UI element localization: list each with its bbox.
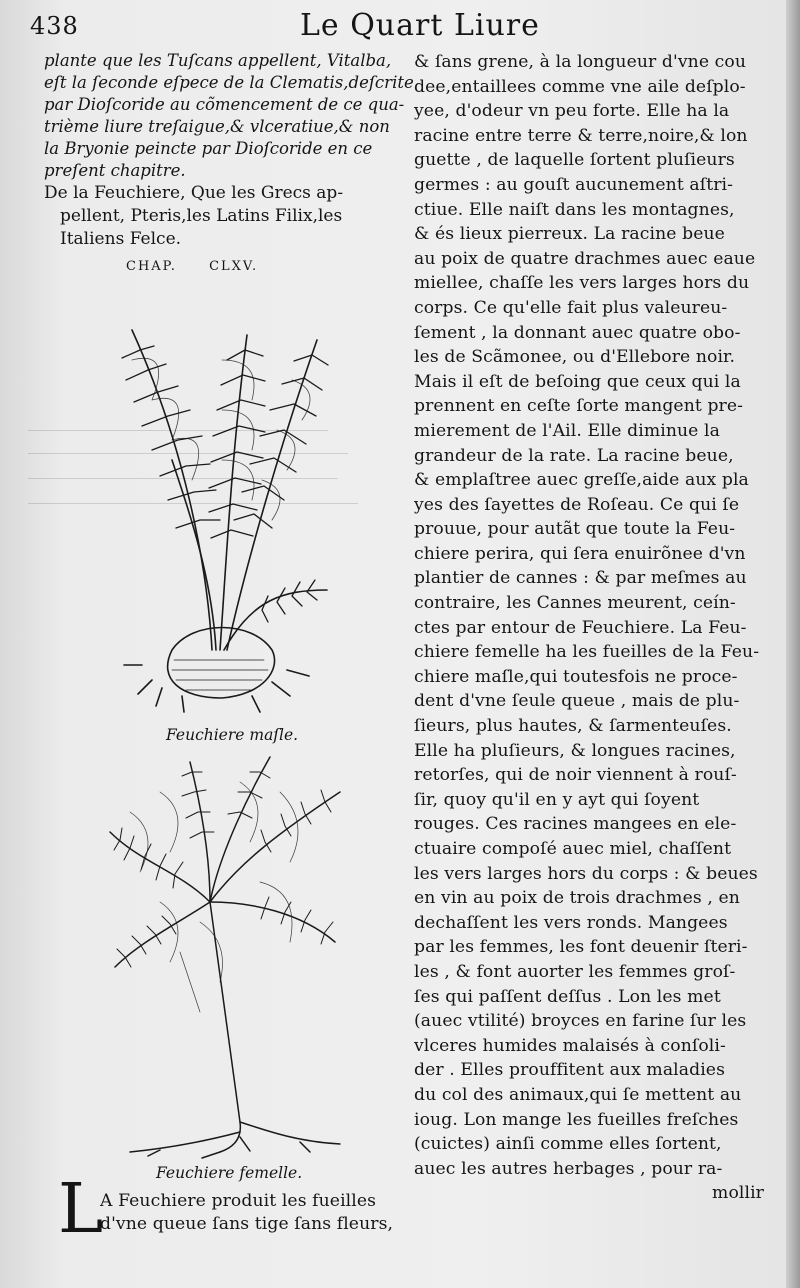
page-number: 438 xyxy=(30,12,79,40)
book-title: Le Quart Liure xyxy=(300,8,540,43)
chapter-label: CHAP. xyxy=(126,259,177,274)
body-line: Mais il eſt de beſoing que ceux qui la xyxy=(414,371,741,392)
body-line: plantier de cannes : & par meſmes au xyxy=(414,568,747,589)
body-line: ſes qui paſſent deſſus . Lon les met xyxy=(414,986,721,1007)
body-line: ſieurs, plus hautes, & ſarmenteuſes. xyxy=(414,716,732,737)
body-line: corps. Ce qu'elle fait plus valeureu- xyxy=(414,297,728,318)
body-line: dee,entaillees comme vne aile deſplo- xyxy=(414,76,746,97)
body-line: der . Elles prouffitent aux maladies xyxy=(414,1060,726,1081)
body-line: mollir xyxy=(712,1183,764,1204)
body-line: prennent en ceſte ſorte mangent pre- xyxy=(414,396,744,417)
body-line: les vers larges hors du corps : & beues xyxy=(414,863,758,884)
italic-line: par Dioſcoride au cõmencement de ce qua- xyxy=(44,95,405,114)
body-line: chiere perira, qui ſera enuirõnee d'vn xyxy=(414,543,746,564)
italic-line: preſent chapitre. xyxy=(44,161,186,180)
chapter-number: CLXV. xyxy=(209,259,259,274)
heading-line: pellent, Pteris,les Latins Filix,les xyxy=(60,206,343,226)
body-line: grandeur de la rate. La racine beue, xyxy=(414,445,734,466)
body-line: d'vne queue ſans tige ſans fleurs, xyxy=(100,1214,394,1234)
body-line: par les femmes, les font deuenir ſteri- xyxy=(414,937,748,958)
male-fern-woodcut xyxy=(112,320,352,720)
body-line: prouue, pour autãt que toute la Feu- xyxy=(414,519,736,540)
italic-line: eſt la ſeconde eſpece de la Clematis,deſcrite xyxy=(44,73,414,92)
body-line: racine entre terre & terre,noire,& lon xyxy=(414,125,748,146)
body-line: & emplaſtree auec greſſe,aide aux pla xyxy=(414,470,749,491)
body-line: chiere femelle ha les fueilles de la Feu- xyxy=(414,642,760,663)
drop-cap-letter: L xyxy=(58,1170,104,1249)
body-line: A Feuchiere produit les fueilles xyxy=(100,1191,377,1211)
body-line: auec les autres herbages , pour ra- xyxy=(414,1158,723,1179)
body-line: yes des ſayettes de Roſeau. Ce qui ſe xyxy=(414,494,740,515)
body-line: ctiue. Elle naiſt dans les montagnes, xyxy=(414,199,735,220)
italic-note xyxy=(44,50,414,182)
male-fern-caption: Feuchiere maſle. xyxy=(166,726,299,744)
body-line: au poix de quatre drachmes auec eaue xyxy=(414,248,756,269)
body-line: ctuaire compoſé auec miel, chaſſent xyxy=(414,839,732,859)
body-line: miellee, chaſſe les vers larges hors du xyxy=(414,273,750,294)
italic-line: trième liure treſaigue,& vlceratiue,& non xyxy=(44,117,390,136)
body-line: ſement , la donnant auec quatre obo- xyxy=(414,322,741,343)
body-line: vlceres humides malaisés à conſoli- xyxy=(414,1035,726,1056)
body-line: & ſans grene, à la longueur d'vne cou xyxy=(414,52,746,72)
body-line: les de Scãmonee, ou d'Ellebore noir. xyxy=(414,347,736,368)
female-fern-caption: Feuchiere femelle. xyxy=(156,1164,303,1182)
chapter-heading xyxy=(44,182,404,251)
body-line: du col des animaux,qui ſe mettent au xyxy=(414,1084,742,1105)
body-line: dent d'vne ſeule queue , mais de plu- xyxy=(414,691,740,712)
italic-line: la Bryonie peincte par Dioſcoride en ce xyxy=(44,139,373,158)
right-column xyxy=(414,50,764,1206)
running-head xyxy=(30,6,770,46)
body-line: ſir, quoy qu'il en y ayt qui ſoyent xyxy=(414,789,700,810)
body-line: guette , de laquelle ſortent pluſieurs xyxy=(414,150,735,171)
chapter-number-line xyxy=(44,259,404,274)
body-line: germes : au gouſt aucunement aſtri- xyxy=(414,174,734,195)
body-line: ioug. Lon mange les fueilles freſches xyxy=(414,1109,739,1130)
body-line: & és lieux pierreux. La racine beue xyxy=(414,224,725,245)
body-line: ctes par entour de Feuchiere. La Feu- xyxy=(414,617,747,638)
body-line: retorſes, qui de noir viennent à rouſ- xyxy=(414,765,737,786)
paragraph-opening xyxy=(100,1190,400,1236)
body-line: en vin au poix de trois drachmes , en xyxy=(414,888,740,909)
female-fern-woodcut xyxy=(100,752,360,1162)
italic-line: plante que les Tuſcans appellent, Vitalba, xyxy=(44,51,392,70)
body-line: les , & font auorter les femmes groſ- xyxy=(414,961,736,982)
heading-line: Italiens Felce. xyxy=(60,229,182,249)
body-line: yee, d'odeur vn peu forte. Elle ha la xyxy=(414,101,730,122)
body-line: dechaſſent les vers ronds. Mangees xyxy=(414,912,728,933)
body-line: rouges. Ces racines mangees en ele- xyxy=(414,814,737,835)
left-column xyxy=(44,50,414,274)
body-line: (auec vtilité) broyces en farine ſur les xyxy=(414,1011,747,1032)
page-edge-shadow xyxy=(786,0,800,1288)
body-line: contraire, les Cannes meurent, ceín- xyxy=(414,593,736,614)
body-line: mierement de l'Ail. Elle diminue la xyxy=(414,420,720,441)
heading-line: De la Feuchiere, Que les Grecs ap- xyxy=(44,183,344,203)
body-line: (cuictes) ainſi comme elles ſortent, xyxy=(414,1134,722,1155)
body-line: Elle ha pluſieurs, & longues racines, xyxy=(414,740,736,761)
body-line: chiere maſle,qui toutesfois ne proce- xyxy=(414,666,738,687)
